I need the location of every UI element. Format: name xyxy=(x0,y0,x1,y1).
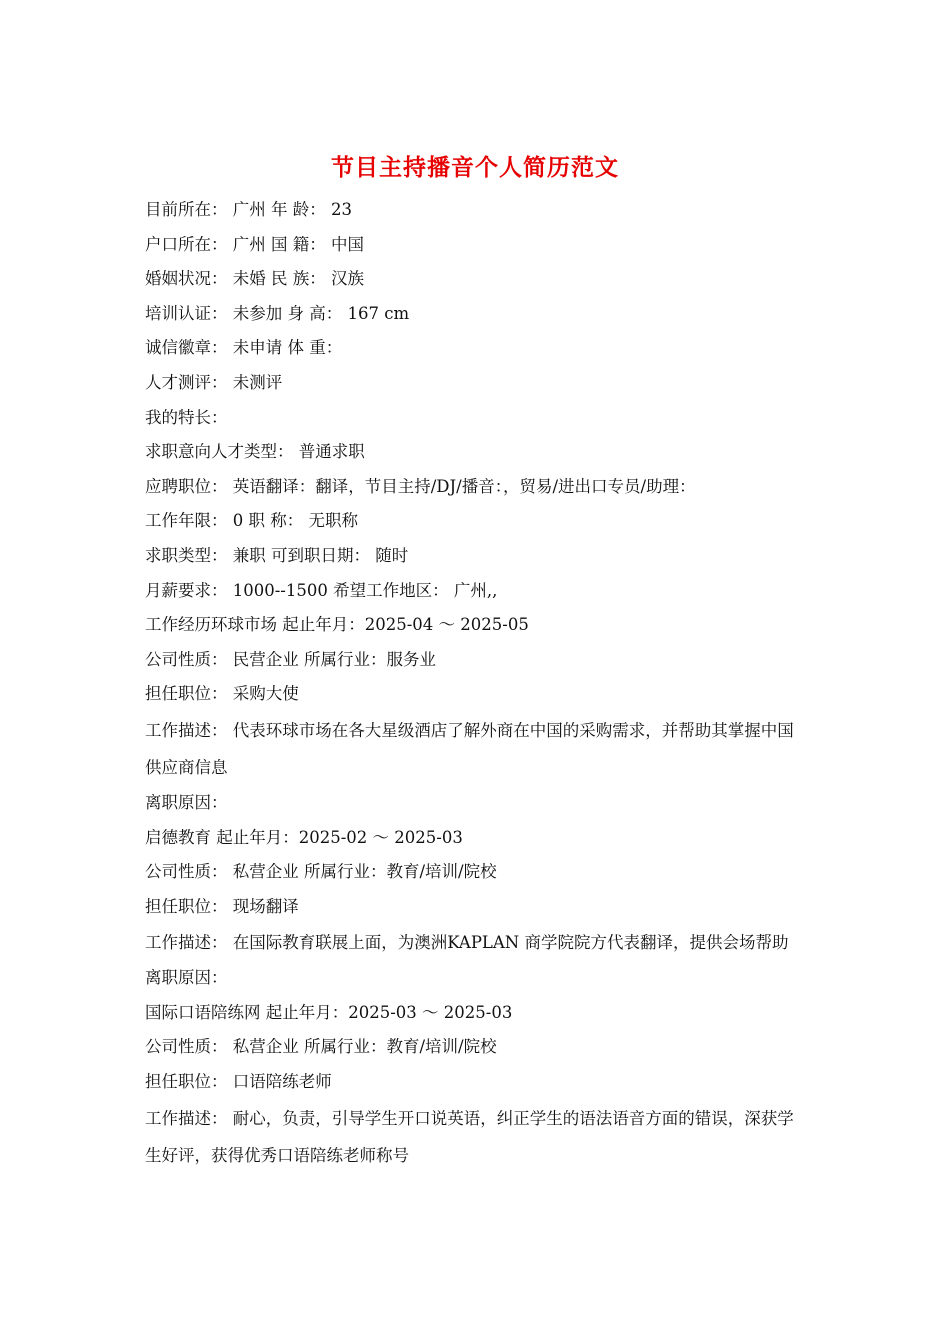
text-line: 担任职位： 口语陪练老师 xyxy=(145,1072,332,1092)
text-line: 目前所在： 广州 年 龄： 23 xyxy=(145,200,352,219)
text-line: 月薪要求： 1000--1500 希望工作地区： 广州,, xyxy=(145,580,498,600)
text-line: 应聘职位： 英语翻译：翻译，节目主持/DJ/播音：，贸易/进出口专员/助理： xyxy=(145,476,696,496)
text-line: 人才测评： 未测评 xyxy=(145,372,283,392)
job-description-1: 工作描述： 代表环球市场在各大星级酒店了解外商在中国的采购需求，并帮助其掌握中国供应商信息 xyxy=(145,720,794,777)
text-line: 离职原因： xyxy=(145,968,228,988)
document-title: 节目主持播音个人简历范文 xyxy=(331,154,619,181)
text-line: 求职意向人才类型： 普通求职 xyxy=(145,442,365,462)
text-line: 婚姻状况： 未婚 民 族： 汉族 xyxy=(145,269,364,289)
job-description-3: 工作描述： 耐心，负责，引导学生开口说英语，纠正学生的语法语音方面的错误，深获学生好评，获得优秀口语陪练老师称号 xyxy=(145,1108,794,1165)
text-line: 工作经历环球市场 起止年月：2025-04 ～ 2025-05 xyxy=(145,615,529,635)
text-line: 担任职位： 采购大使 xyxy=(145,684,299,704)
text-line: 公司性质： 私营企业 所属行业：教育/培训/院校 xyxy=(145,862,497,882)
text-line: 担任职位： 现场翻译 xyxy=(145,896,299,916)
text-line: 公司性质： 私营企业 所属行业：教育/培训/院校 xyxy=(145,1037,497,1057)
text-line: 公司性质： 民营企业 所属行业：服务业 xyxy=(145,649,436,669)
text-line: 培训认证： 未参加 身 高： 167 cm xyxy=(145,303,410,323)
text-line: 离职原因： xyxy=(145,792,228,812)
resume-content xyxy=(145,193,810,1174)
text-line: 启德教育 起止年月：2025-02 ～ 2025-03 xyxy=(145,827,463,847)
job-description-2: 工作描述： 在国际教育联展上面，为澳洲KAPLAN 商学院院方代表翻译，提供会场帮助 xyxy=(145,933,789,953)
text-line: 工作年限： 0 职 称： 无职称 xyxy=(145,511,358,531)
text-line: 求职类型： 兼职 可到职日期： 随时 xyxy=(145,545,409,565)
text-line: 诚信徽章： 未申请 体 重： xyxy=(145,338,343,358)
text-line: 我的特长： xyxy=(145,407,228,427)
text-line: 国际口语陪练网 起止年月：2025-03 ～ 2025-03 xyxy=(145,1002,513,1022)
text-line: 户口所在： 广州 国 籍： 中国 xyxy=(145,234,364,254)
